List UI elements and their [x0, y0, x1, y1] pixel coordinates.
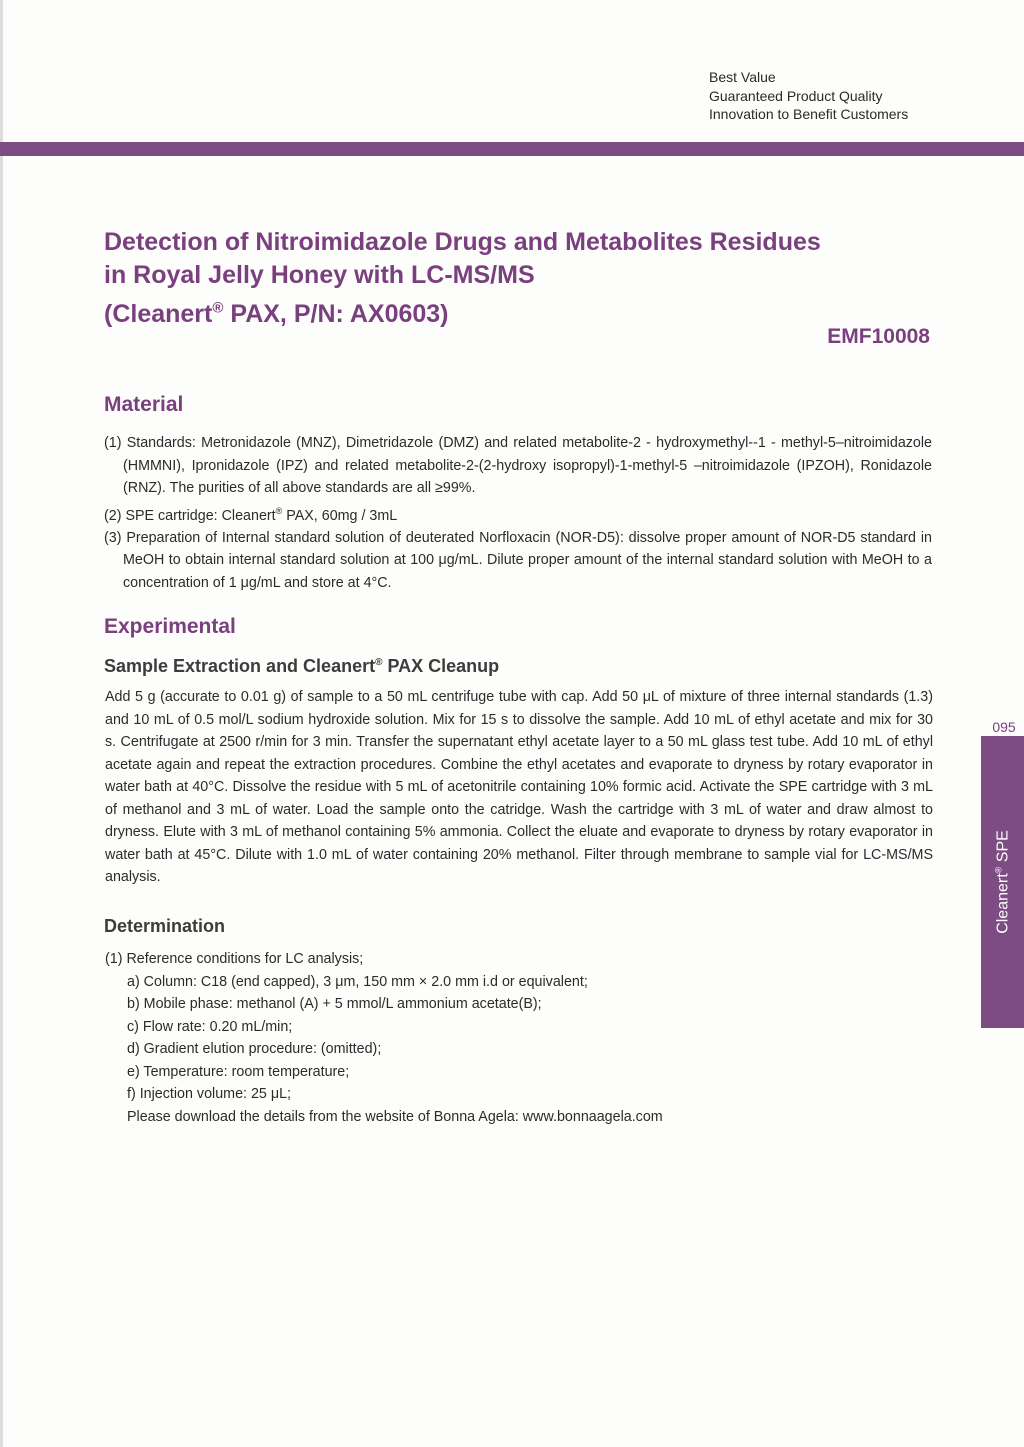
title-line: in Royal Jelly Honey with LC-MS/MS: [104, 261, 535, 289]
lc-conditions: [105, 948, 933, 1128]
list-item: c) Flow rate: 0.20 mL/min;: [127, 1018, 293, 1035]
section-side-tab: [981, 736, 1024, 1028]
list-item: (2) SPE cartridge: Cleanert® PAX, 60mg / 3mL: [104, 505, 398, 524]
tagline-line: Best Value: [709, 69, 776, 85]
tagline-line: Guaranteed Product Quality: [709, 87, 883, 104]
list-item: b) Mobile phase: methanol (A) + 5 mmol/L ammonium acetate(B);: [127, 996, 542, 1012]
extraction-procedure-text: Add 5 g (accurate to 0.01 g) of sample to a 50 mL centrifuge tube with cap. Add 50 μL of mixture of three internal standards (1.3) and 10 mL of 0.5 mol/L sodium hydroxide solution. Mix for 15 s to dissolve the sample. Add 10 mL of ethyl acetate and mix for 30 s. Centrifugate at 2500 r/min for 3 min. Transfer the supernatant ethyl acetate layer to a 50 mL glass test tube. Add 10 mL of ethyl acetate again and repeat the extraction procedures. Combine the ethyl acetates and evaporate to dryness by rotary evaporator in water bath at 40°C. Dissolve the residue with 5 mL of acetonitrile containing 10% formic acid. Activate the SPE cartridge with 3 mL of methanol and 3 mL of water. Load the sample onto the catridge. Wash the cartridge with 3 mL of water and draw almost to dryness. Elute with 3 mL of methanol containing 5% ammonia. Collect the eluate and evaporate to dryness by rotary evaporator in water bath at 45°C. Dilute with 1.0 mL of water containing 20% methanol. Filter through membrane to sample vial for LC-MS/MS analysis.: [105, 689, 933, 885]
lc-conditions-intro: (1) Reference conditions for LC analysis;: [105, 951, 364, 967]
page-title: [104, 226, 964, 331]
list-item: (3) Preparation of Internal standard solution of deuterated Norfloxacin (NOR-D5): dissolve proper amount of NOR-D5 standard in MeOH to obtain internal standard solution at 100 μg/mL. Dilute proper amount of the internal standard solution with MeOH to a concentration of 1 μg/mL and store at 4°C.: [104, 529, 932, 591]
list-item: a) Column: C18 (end capped), 3 μm, 150 mm × 2.0 mm i.d or equivalent;: [127, 973, 588, 990]
material-heading: Material: [104, 393, 184, 416]
document-code: EMF10008: [827, 325, 930, 348]
registered-mark: ®: [212, 300, 224, 317]
list-item: (1) Standards: Metronidazole (MNZ), Dimetridazole (DMZ) and related metabolite-2 - hydroxymethyl--1 - methyl-5–nitroimidazole (HMMNI), Ipronidazole (IPZ) and related metabolite-2-(2-hydroxy isopropyl)-1-methyl-5 –nitroimidazole (IPZOH), Ronidazole (RNZ). The purities of all above standards are all ≥99%.: [104, 435, 932, 496]
registered-mark: ®: [992, 866, 1003, 874]
registered-mark: ®: [375, 657, 383, 668]
page-edge: [0, 0, 3, 1447]
list-item: e) Temperature: room temperature;: [127, 1063, 350, 1080]
sample-extraction-heading: Sample Extraction and Cleanert® PAX Cleanup: [104, 656, 500, 676]
title-line: Detection of Nitroimidazole Drugs and Metabolites Residues: [104, 228, 821, 256]
download-note: Please download the details from the website of Bonna Agela: www.bonnaagela.com: [127, 1108, 663, 1125]
tagline-line: Innovation to Benefit Customers: [709, 106, 909, 122]
title-line: (Cleanert® PAX, P/N: AX0603): [104, 300, 449, 329]
material-list: [104, 432, 932, 594]
page-number: 095: [992, 719, 1016, 735]
header-divider-bar: [0, 142, 1024, 156]
registered-mark: ®: [275, 505, 283, 516]
side-tab-label: Cleanert® SPE: [992, 830, 1012, 934]
list-item: f) Injection volume: 25 μL;: [127, 1086, 291, 1102]
determination-heading: Determination: [104, 916, 226, 936]
experimental-heading: Experimental: [104, 615, 236, 638]
company-tagline: [709, 68, 908, 124]
list-item: d) Gradient elution procedure: (omitted);: [127, 1041, 382, 1057]
